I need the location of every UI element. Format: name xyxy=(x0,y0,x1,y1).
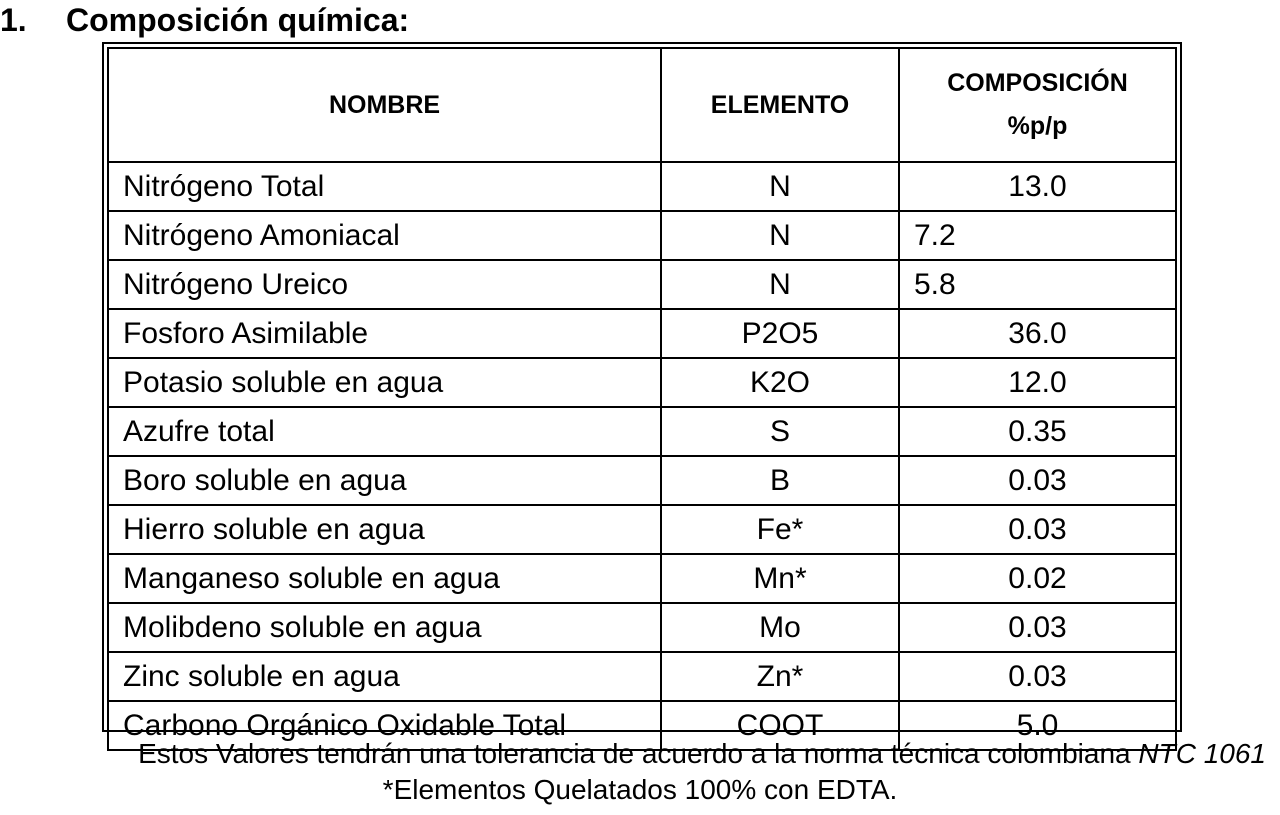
table-row xyxy=(108,162,1176,211)
table-row xyxy=(108,260,1176,309)
table-row xyxy=(108,505,1176,554)
row-value: 0.03 xyxy=(899,456,1176,505)
tolerance-footnote xyxy=(0,737,1280,771)
section-title-text: Composición química: xyxy=(66,2,410,38)
table-row xyxy=(108,554,1176,603)
row-name: Zinc soluble en agua xyxy=(108,652,661,701)
row-element: K2O xyxy=(661,358,899,407)
row-name: Hierro soluble en agua xyxy=(108,505,661,554)
row-value: 5.0 xyxy=(899,701,1176,750)
header-composition-label: COMPOSICIÓN xyxy=(947,69,1128,97)
row-name: Nitrógeno Ureico xyxy=(108,260,661,309)
row-element: N xyxy=(661,211,899,260)
row-name: Manganeso soluble en agua xyxy=(108,554,661,603)
row-value: 12.0 xyxy=(899,358,1176,407)
table-row xyxy=(108,407,1176,456)
row-element: S xyxy=(661,407,899,456)
table-row xyxy=(108,309,1176,358)
table-row xyxy=(108,456,1176,505)
row-value: 0.03 xyxy=(899,603,1176,652)
row-value: 13.0 xyxy=(899,162,1176,211)
table-row xyxy=(108,652,1176,701)
section-title xyxy=(0,0,409,42)
row-element: Fe* xyxy=(661,505,899,554)
table-row xyxy=(108,211,1176,260)
row-name: Molibdeno soluble en agua xyxy=(108,603,661,652)
row-name: Boro soluble en agua xyxy=(108,456,661,505)
row-name: Azufre total xyxy=(108,407,661,456)
row-value: 5.8 xyxy=(899,260,1176,309)
row-element: P2O5 xyxy=(661,309,899,358)
row-element: Zn* xyxy=(661,652,899,701)
table-row xyxy=(108,358,1176,407)
row-value: 36.0 xyxy=(899,309,1176,358)
table-header-row xyxy=(108,48,1176,162)
row-element: N xyxy=(661,162,899,211)
chelated-footnote: *Elementos Quelatados 100% con EDTA. xyxy=(382,774,898,805)
header-name: NOMBRE xyxy=(108,48,661,162)
row-element: Mn* xyxy=(661,554,899,603)
standard-reference: NTC 1061 xyxy=(1138,738,1266,769)
row-name: Potasio soluble en agua xyxy=(108,358,661,407)
row-element: B xyxy=(661,456,899,505)
row-value: 0.03 xyxy=(899,505,1176,554)
header-element: ELEMENTO xyxy=(661,48,899,162)
row-value: 0.03 xyxy=(899,652,1176,701)
row-element: Mo xyxy=(661,603,899,652)
header-composition xyxy=(899,48,1176,162)
row-value: 0.35 xyxy=(899,407,1176,456)
composition-table-frame xyxy=(102,42,1182,742)
table-row xyxy=(108,603,1176,652)
row-element: COOT xyxy=(661,701,899,750)
row-name: Carbono Orgánico Oxidable Total xyxy=(108,701,661,750)
row-value: 7.2 xyxy=(899,211,1176,260)
row-name: Nitrógeno Amoniacal xyxy=(108,211,661,260)
composition-table xyxy=(107,47,1177,751)
row-name: Fosforo Asimilable xyxy=(108,309,661,358)
row-name: Nitrógeno Total xyxy=(108,162,661,211)
row-value: 0.02 xyxy=(899,554,1176,603)
row-element: N xyxy=(661,260,899,309)
header-composition-unit: %p/p xyxy=(1007,112,1068,140)
section-number: 1. xyxy=(0,2,27,38)
tolerance-text: Estos Valores tendrán una tolerancia de acuerdo a la norma técnica colombiana xyxy=(138,738,1139,769)
